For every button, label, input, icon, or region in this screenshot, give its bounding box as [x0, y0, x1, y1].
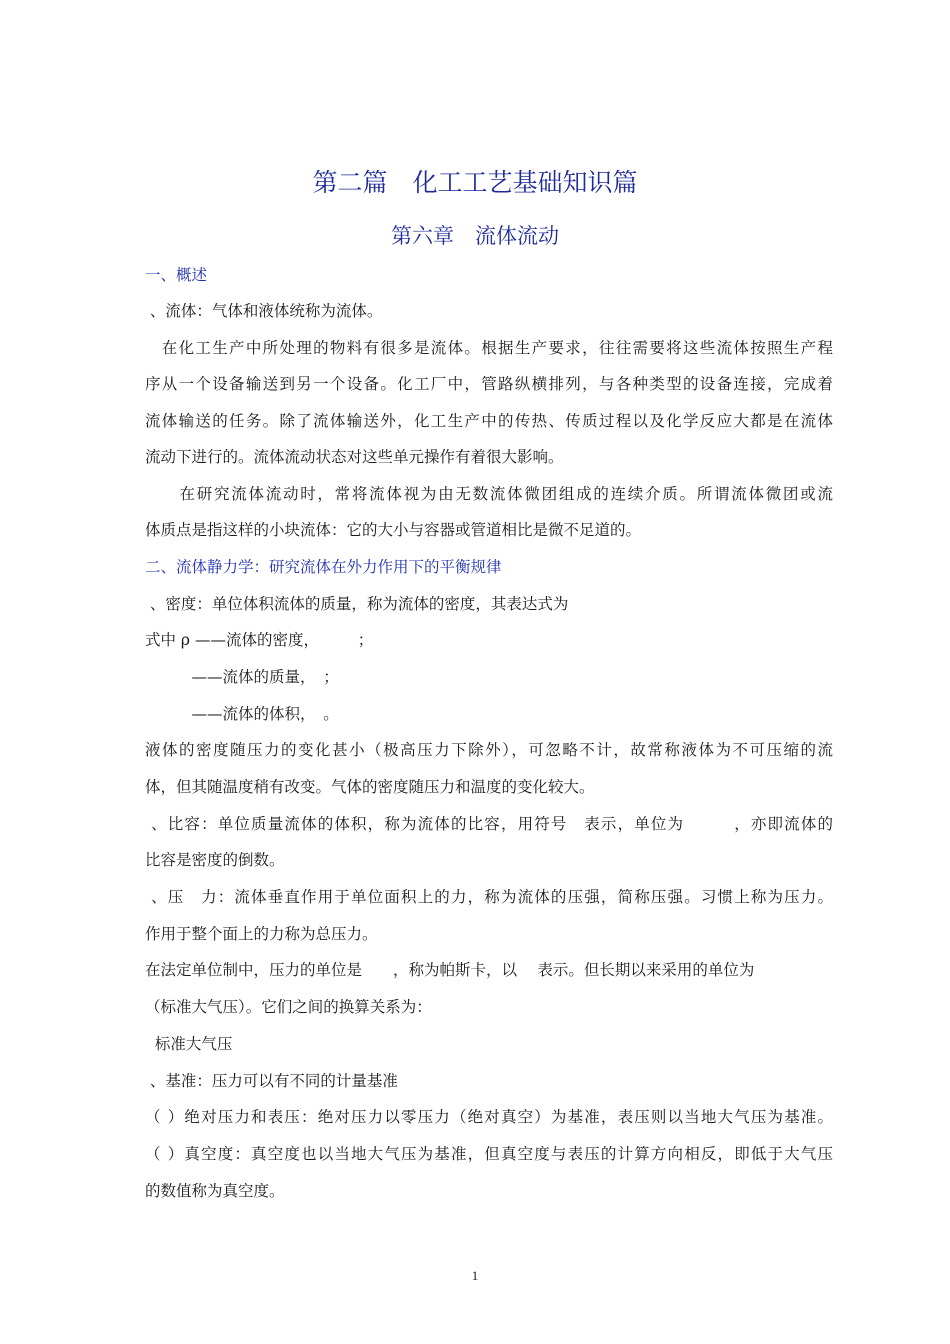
paragraph-line: 作用于整个面上的力称为总压力。 [145, 925, 378, 943]
paragraph-line: 流动下进行的。流体流动状态对这些单元操作有着很大影响。 [145, 448, 564, 466]
paragraph-line: 在研究流体流动时，常将流体视为由无数流体微团组成的连续介质。所谓流体微团或流 [145, 485, 833, 503]
section-heading-statics: 二、流体静力学：研究流体在外力作用下的平衡规律 [145, 558, 502, 576]
paragraph-line: 、比容：单位质量流体的体积，称为流体的比容，用符号 表示，单位为 ，亦即流体的 [145, 815, 833, 833]
paragraph-line: （ ）绝对压力和表压：绝对压力以零压力（绝对真空）为基准，表压则以当地大气压为基准。 [145, 1108, 833, 1126]
paragraph-line: 比容是密度的倒数。 [145, 851, 285, 869]
paragraph-line: （标准大气压）。它们之间的换算关系为： [145, 998, 432, 1016]
paragraph-line: （ ）真空度：真空度也以当地大气压为基准，但真空度与表压的计算方向相反，即低于大气压 [145, 1145, 833, 1163]
chapter-title: 第六章 流体流动 [391, 224, 559, 248]
paragraph-line: 的数值称为真空度。 [145, 1182, 285, 1200]
paragraph-line: 、流体：气体和液体统称为流体。 [145, 302, 383, 320]
paragraph-line: 在化工生产中所处理的物料有很多是流体。根据生产要求，往往需要将这些流体按照生产程 [145, 339, 833, 357]
definition-line: ——流体的体积， 。 [145, 705, 339, 723]
paragraph-line: 标准大气压 [145, 1035, 233, 1053]
paragraph-line: 、密度：单位体积流体的质量，称为流体的密度，其表达式为 [145, 595, 569, 613]
paragraph-line: 序从一个设备输送到另一个设备。化工厂中，管路纵横排列，与各种类型的设备连接，完成着 [145, 375, 833, 393]
section-heading-overview: 一、概述 [145, 266, 208, 284]
paragraph-line: 体质点是指这样的小块流体：它的大小与容器或管道相比是微不足道的。 [145, 521, 642, 539]
paragraph-line: 流体输送的任务。除了流体输送外，化工生产中的传热、传质过程以及化学反应大都是在流体 [145, 412, 833, 430]
paragraph-line: 体，但其随温度稍有改变。气体的密度随压力和温度的变化较大。 [145, 778, 595, 796]
page-number: 1 [471, 1268, 479, 1283]
paragraph-line: 、基准：压力可以有不同的计量基准 [145, 1072, 398, 1090]
definition-line: 式中 ρ ——流体的密度， ； [145, 631, 374, 649]
paragraph-line: 、压 力：流体垂直作用于单位面积上的力，称为流体的压强，简称压强。习惯上称为压力。 [145, 888, 833, 906]
paragraph-line: 在法定单位制中，压力的单位是 ，称为帕斯卡，以 表示。但长期以来采用的单位为 [145, 961, 755, 979]
paragraph-line: 液体的密度随压力的变化甚小（极高压力下除外），可忽略不计，故常称液体为不可压缩的流 [145, 741, 833, 759]
definition-line: ——流体的质量， ； [145, 668, 339, 686]
part-title: 第二篇 化工工艺基础知识篇 [312, 168, 638, 197]
